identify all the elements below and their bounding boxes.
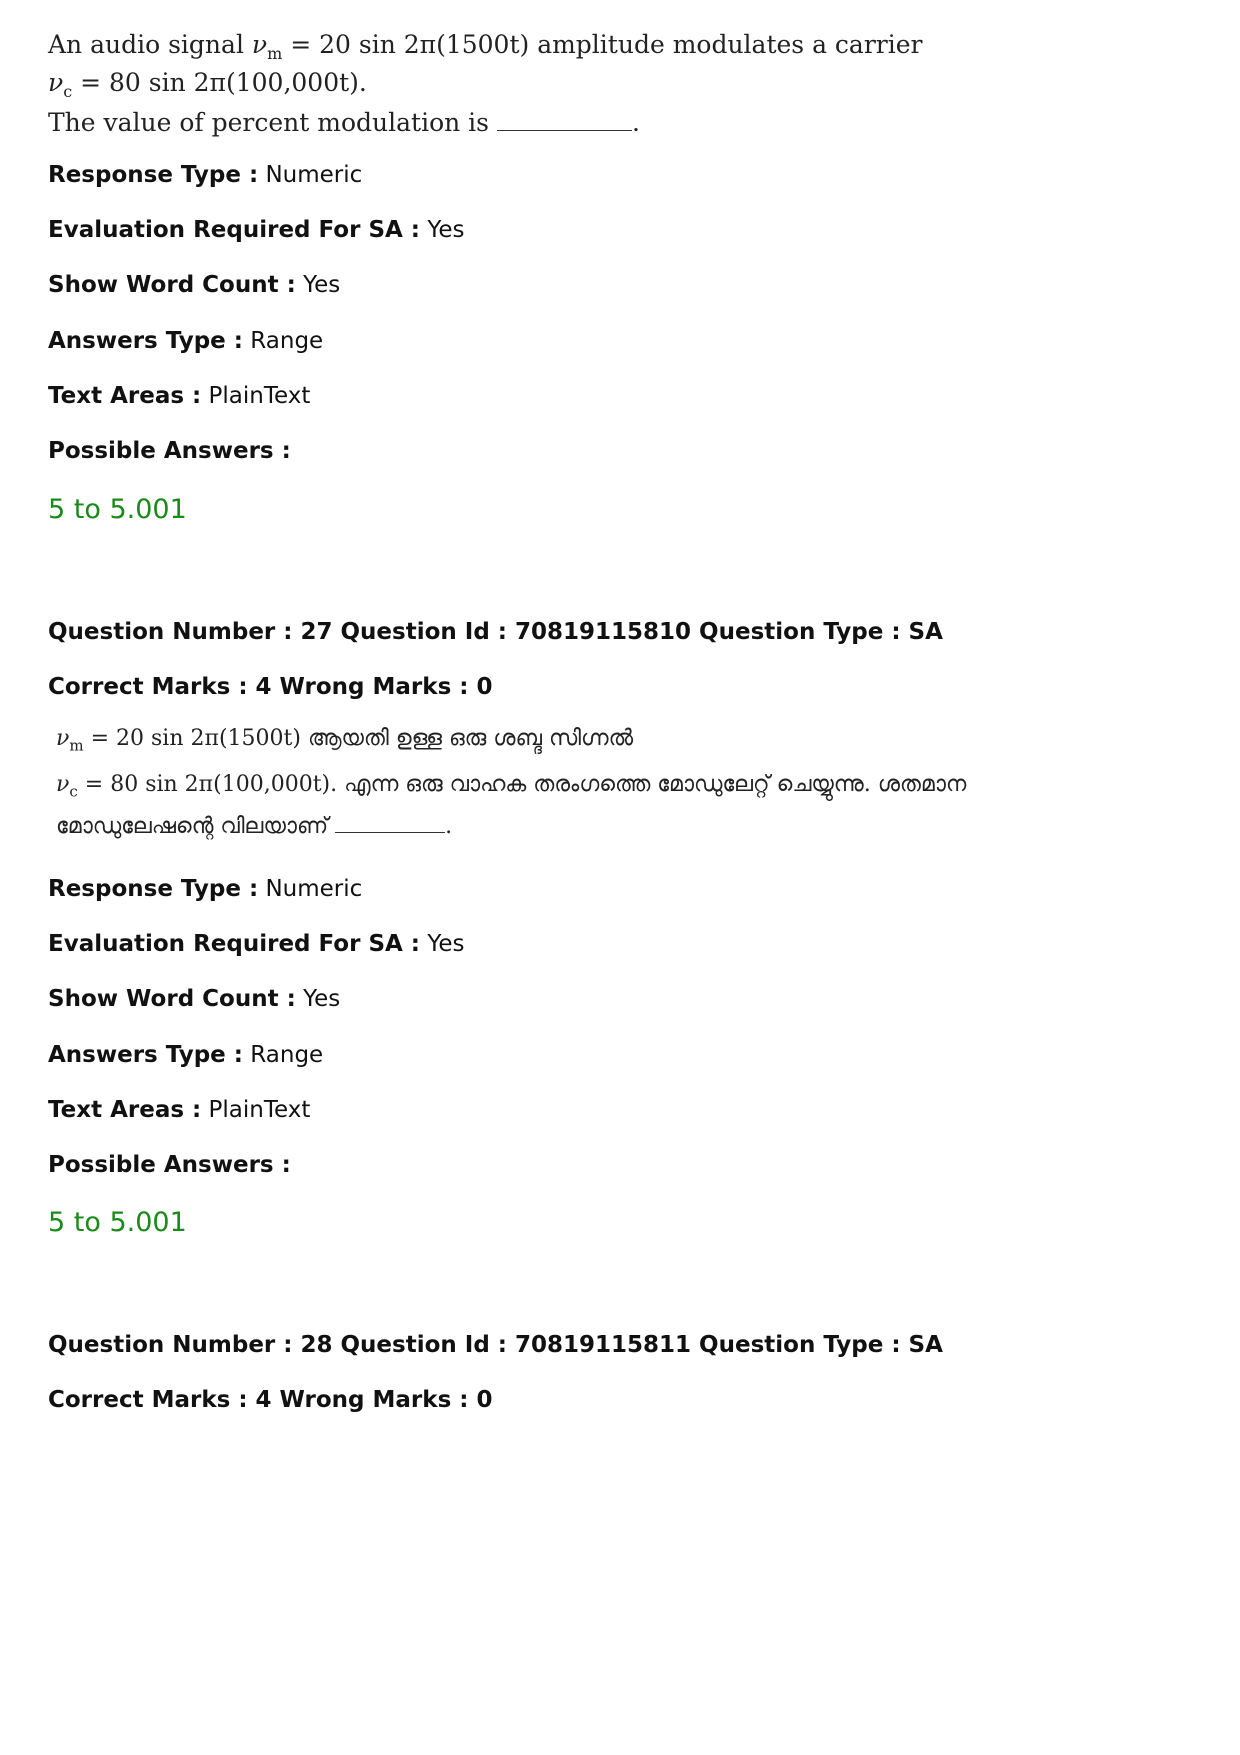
q26-text-line-1 [48,28,922,71]
field-value: Numeric [258,162,363,188]
field-key: Answers Type : [48,1042,243,1068]
q26-line1-b: = 20 sin 2π(1500t) amplitude modulates a carrier [282,30,923,59]
q27-sub-m: m [69,736,84,755]
q26-answer-blank [497,110,632,131]
field-value: Numeric [258,876,363,902]
q26-sub-c: c [63,82,73,101]
q27-ml-line-3 [56,812,452,842]
field-value: Range [242,328,324,354]
field-key: Possible Answers : [48,438,291,464]
q27-ml-line1-b: = 20 sin 2π(1500t) ആയതി ഉള്ള ഒരു ശബ്ദ സിഗ്നൽ [83,726,634,751]
field-value: Yes [295,272,341,298]
q27-ml-line2-b: = 80 sin 2π(100,000t). എന്ന ഒരു വാഹക തരംഗത്തെ മോഡുലേറ്റ് ചെയ്യുന്നു. ശതമാന [77,772,967,797]
q27-v-symbol-m: ν [56,726,70,751]
q26-field-evaluation [48,215,464,245]
q26-field-possible-answers [48,436,291,466]
q26-line2-b: = 80 sin 2π(100,000t). [72,68,367,97]
q27-sub-c: c [69,782,78,801]
q26-sub-m: m [267,44,283,63]
field-key: Response Type : [48,876,259,902]
q26-field-response-type [48,160,362,190]
field-value: Yes [420,217,465,243]
q26-v-symbol-c: ν [48,68,64,97]
q26-line3-end: . [631,108,640,137]
q27-header: Question Number : 27 Question Id : 70819115810 Question Type : SA [48,619,943,645]
q27-field-text-areas [48,1095,310,1125]
field-key: Evaluation Required For SA : [48,217,421,243]
field-key: Evaluation Required For SA : [48,931,421,957]
q27-field-possible-answers [48,1150,291,1180]
field-key: Show Word Count : [48,986,296,1012]
q26-line1-a: An audio signal [48,30,252,59]
q27-ml-line3: മോഡുലേഷന്റെ വിലയാണ് [56,814,336,839]
q28-marks: Correct Marks : 4 Wrong Marks : 0 [48,1387,493,1413]
field-key: Text Areas : [48,383,202,409]
field-key: Show Word Count : [48,272,296,298]
q26-v-symbol-m: ν [251,30,268,59]
q27-marks: Correct Marks : 4 Wrong Marks : 0 [48,674,493,700]
q27-field-word-count [48,984,340,1014]
q27-field-answers-type [48,1040,323,1070]
field-key: Response Type : [48,162,259,188]
q27-possible-answer: 5 to 5.001 [48,1207,187,1238]
q27-ml-line-2 [56,770,966,806]
q27-ml-line-1 [56,724,633,760]
q27-field-response-type [48,874,362,904]
field-value: Yes [295,986,341,1012]
field-value: PlainText [201,383,311,409]
q26-field-text-areas [48,381,310,411]
q26-text-line-3 [48,106,640,140]
q26-possible-answer: 5 to 5.001 [48,494,187,525]
q26-line3: The value of percent modulation is [48,108,497,137]
q27-v-symbol-c: ν [56,772,70,797]
field-value: PlainText [201,1097,311,1123]
field-value: Range [242,1042,324,1068]
q27-ml-line3-end: . [445,814,453,839]
q26-field-answers-type [48,326,323,356]
field-key: Answers Type : [48,328,243,354]
field-key: Text Areas : [48,1097,202,1123]
q27-field-evaluation [48,929,464,959]
q28-header: Question Number : 28 Question Id : 70819115811 Question Type : SA [48,1332,943,1358]
q26-text-line-2 [48,66,367,109]
field-key: Possible Answers : [48,1152,291,1178]
field-value: Yes [420,931,465,957]
q26-field-word-count [48,270,340,300]
q27-answer-blank [335,816,445,833]
